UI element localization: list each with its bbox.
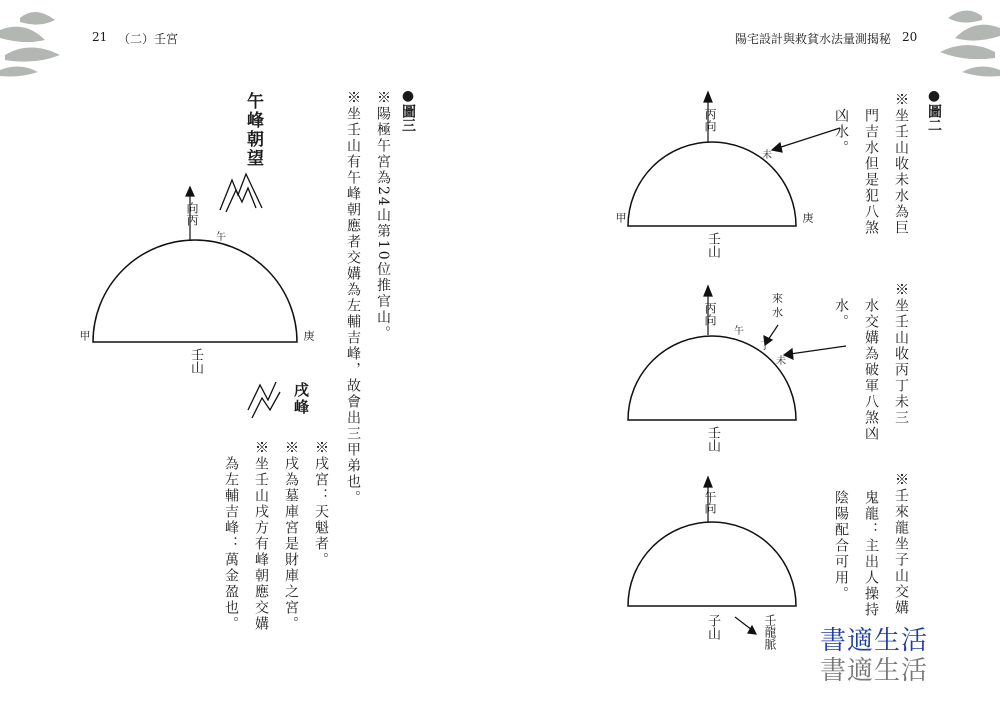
leaf-decoration-left (0, 12, 60, 77)
r1-geng-label: 庚 (801, 212, 814, 223)
note-right2-col1: ※坐壬山收丙丁未三 (893, 282, 909, 426)
note-right2-col2: 水交媾為破軍八煞凶 (863, 298, 879, 442)
r3-dragon-label: 壬龍脈 (763, 614, 777, 650)
leaf-decoration-right (940, 10, 1000, 76)
diagram-left-semicircle (93, 240, 297, 342)
diagram-right2-semicircle (628, 336, 796, 420)
note-left2-col3: ※坐壬山戌方有峰朝應交媾 (253, 440, 269, 632)
note-right1-col1: ※坐壬山收未水為巨 (893, 92, 909, 236)
note-right1-col2: 門吉水但是犯八煞 (863, 108, 879, 236)
left-jia-label: 甲 (78, 330, 91, 341)
note-left2-col2: ※戌為墓庫宮是財庫之宮。 (283, 440, 299, 632)
r1-top-label: 丙向 (703, 108, 717, 132)
left-base-label: 壬山 (188, 348, 203, 374)
watermark-line2: 書適生活 (820, 656, 929, 686)
note-right1-col3: 凶水。 (833, 108, 849, 156)
r2-top-label: 丙向 (703, 302, 717, 326)
figure-label-3: ●圖三 (400, 88, 416, 132)
r1-jia-label: 甲 (614, 212, 627, 223)
note-left-col2: ※坐壬山有午峰朝應者交媾為左輔吉峰，故會出三甲弟也。 (345, 90, 361, 506)
right-running-title: 陽宅設計與救貧水法量測揭秘 (735, 32, 892, 46)
note-right3-col2: 鬼龍：主出人操持 (863, 490, 879, 618)
r3-base-label: 子山 (705, 614, 720, 640)
figure-label-2: ●圖二 (926, 88, 942, 132)
diagram-right3-semicircle (628, 522, 796, 606)
note-right3-col3: 陰陽配合可用。 (833, 490, 849, 602)
right-page-number: 20 (902, 30, 918, 44)
left-geng-label: 庚 (302, 330, 315, 341)
mountain-icon-xu-peak (248, 382, 280, 418)
wu-peak-label: 午峰朝望 (243, 92, 263, 168)
note-left2-col1: ※戌宮：天魁者。 (313, 440, 329, 568)
r1-base-label: 壬山 (705, 232, 720, 258)
arrow-right2-incoming (784, 346, 846, 359)
mountain-icon-wu-peak (220, 174, 262, 212)
note-right2-col3: 水。 (833, 298, 849, 330)
r2-base-label: 壬山 (705, 426, 720, 452)
watermark-line1: 書適生活 (820, 626, 929, 656)
note-left-col1: ※陽極午宮為24山第10位推官山。 (375, 90, 391, 342)
left-running-title: （二）壬宮 (118, 32, 179, 46)
xu-peak-label: 戌峰 (292, 382, 310, 416)
note-right3-col1: ※壬來龍坐子山交媾 (893, 472, 909, 616)
r3-top-label: 午向 (703, 490, 717, 514)
r2-wei-label: 未 (776, 356, 786, 367)
left-wu-label: 午 (216, 232, 226, 243)
left-page-number: 21 (92, 30, 108, 44)
r2-ding-label: 丁 (760, 341, 770, 352)
arrow-right3-dragon (735, 617, 756, 634)
r2-laishui-label: 來水 (772, 292, 783, 319)
note-left2-col4: 為左輔吉峰：萬金盈也。 (223, 456, 239, 632)
left-arrow-label: 向丙 (185, 202, 199, 226)
r2-wu-label: 午 (734, 326, 744, 337)
r1-wei-label: 未 (762, 150, 772, 161)
